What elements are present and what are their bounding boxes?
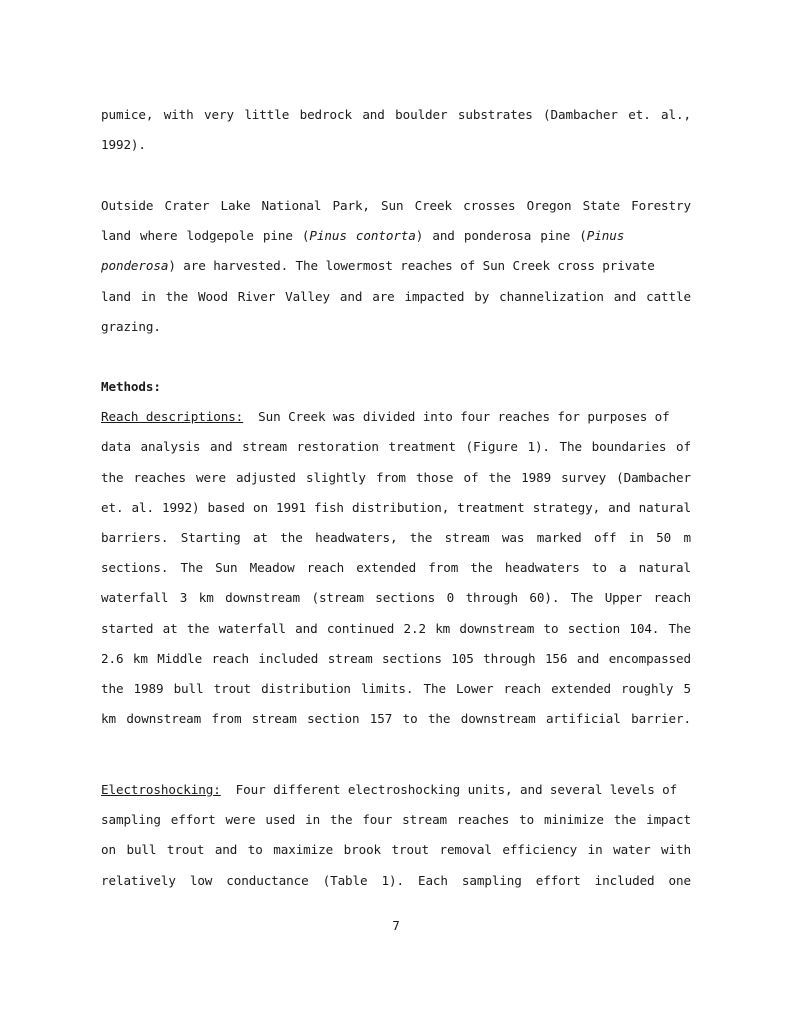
species-name: Pinus: [586, 228, 625, 244]
text-segment: Four different electroshocking units, and several levels of: [220, 782, 678, 797]
text-segment: ) are harvested. The lowermost reaches of Sun Creek cross private: [168, 258, 655, 274]
text-line: the reaches were adjusted slightly from those of the 1989 survey (Dambacher: [101, 469, 691, 485]
text-line: Outside Crater Lake National Park, Sun Creek crosses Oregon State Forestry: [101, 198, 691, 213]
text-line: [101, 775, 691, 805]
text-line: data analysis and stream restoration treatment (Figure 1). The boundaries of: [101, 439, 691, 455]
text-line: 2.6 km Middle reach included stream sections 105 through 156 and encompassed: [101, 650, 691, 666]
methods-section: [101, 372, 691, 734]
text-line: the 1989 bull trout distribution limits. The Lower reach extended roughly 5: [101, 680, 691, 696]
text-line: grazing.: [101, 318, 161, 334]
text-segment: Sun Creek was divided into four reaches for purposes of: [243, 409, 670, 425]
text-line: pumice, with very little bedrock and boulder substrates (Dambacher et. al.,: [101, 107, 691, 122]
section-heading: Methods:: [101, 379, 161, 394]
subsection-label: Electroshocking:: [101, 782, 221, 797]
text-line: [101, 402, 691, 432]
text-line: on bull trout and to maximize brook trout removal efficiency in water with: [101, 842, 691, 858]
paragraph-forestry: [101, 191, 691, 342]
text-line: 1992).: [101, 137, 146, 153]
text-segment: ) and ponderosa pine (: [415, 228, 587, 244]
text-line: et. al. 1992) based on 1991 fish distribution, treatment strategy, and natural: [101, 499, 691, 515]
text-line: barriers. Starting at the headwaters, the stream was marked off in 50 m: [101, 529, 691, 545]
text-segment: land where lodgepole pine (: [101, 228, 310, 244]
paragraph-continuation: [101, 100, 691, 160]
text-line: land in the Wood River Valley and are impacted by channelization and cattle: [101, 288, 691, 304]
text-line: started at the waterfall and continued 2.2 km downstream to section 104. The: [101, 620, 691, 636]
text-line: [101, 221, 691, 251]
species-name: Pinus contorta: [309, 228, 416, 244]
text-line: [101, 251, 691, 281]
text-line: km downstream from stream section 157 to the downstream artificial barrier.: [101, 711, 691, 727]
page-number: 7: [392, 918, 400, 933]
text-line: sampling effort were used in the four stream reaches to minimize the impact: [101, 812, 691, 828]
text-line: sections. The Sun Meadow reach extended from the headwaters to a natural: [101, 560, 691, 576]
text-line: relatively low conductance (Table 1). Each sampling effort included one: [101, 872, 691, 888]
text-line: waterfall 3 km downstream (stream sections 0 through 60). The Upper reach: [101, 590, 691, 606]
species-name: ponderosa: [101, 258, 169, 274]
subsection-label: Reach descriptions:: [101, 409, 244, 425]
electroshocking-section: [101, 775, 691, 896]
